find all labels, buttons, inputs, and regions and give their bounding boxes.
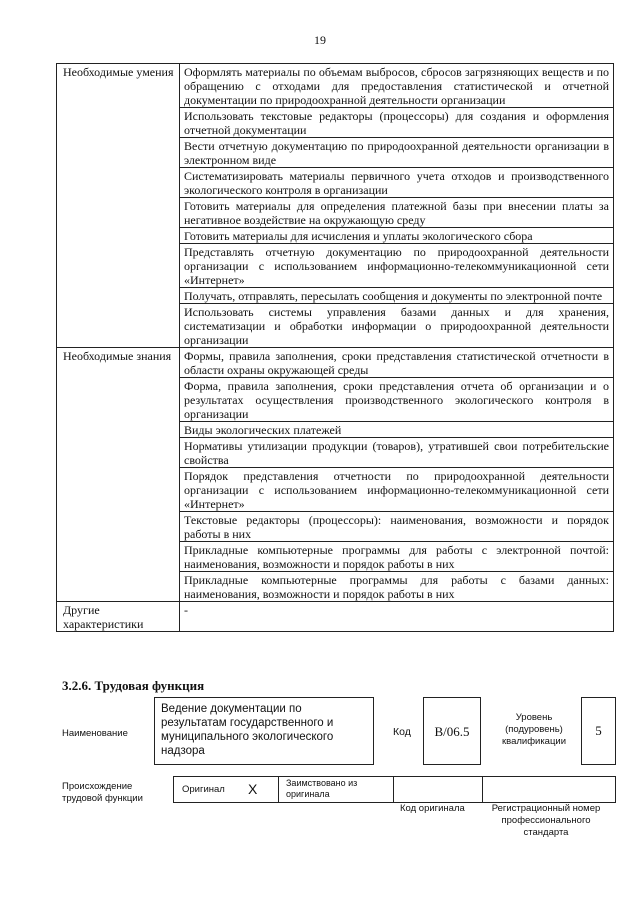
section-label: Необходимые знания (57, 348, 180, 602)
table-row (57, 602, 614, 632)
original-label: Оригинал (182, 784, 225, 795)
borrowed-label: Заимствовано из оригинала (286, 778, 358, 799)
original-mark: X (248, 781, 258, 797)
section-label: Другие характеристики (57, 602, 180, 632)
requirement-item: Готовить материалы для определения платежной базы при внесении платы за негативное воздействие на окружающую среду (180, 198, 614, 228)
requirement-item: Виды экологических платежей (180, 422, 614, 438)
divider (278, 777, 279, 802)
requirement-item: Получать, отправлять, пересылать сообщения и документы по электронной почте (180, 288, 614, 304)
level-value-box (581, 697, 616, 765)
origin-label: Происхождение трудовой функции (62, 781, 143, 804)
name-label: Наименование (62, 728, 128, 739)
table-row (57, 64, 614, 108)
section-label: Необходимые умения (57, 64, 180, 348)
reg-number-caption: Регистрационный номер профессионального стандарта (491, 803, 601, 838)
requirement-item: Форма, правила заполнения, сроки представления отчета об организации и о результатах осуществления производственного экологического контроля в организации (180, 378, 614, 422)
code-label: Код (393, 726, 411, 738)
requirement-item: Текстовые редакторы (процессоры): наименования, возможности и порядок работы в них (180, 512, 614, 542)
code-original-caption: Код оригинала (400, 803, 465, 814)
level-value: 5 (595, 723, 602, 738)
divider (482, 777, 483, 802)
requirement-item: - (180, 602, 614, 632)
requirement-item: Готовить материалы для исчисления и уплаты экологического сбора (180, 228, 614, 244)
name-value: Ведение документации по результатам государственного и муниципального экологического надзора (161, 703, 334, 757)
requirement-item: Нормативы утилизации продукции (товаров), утратившей свои потребительские свойства (180, 438, 614, 468)
code-value-box (423, 697, 481, 765)
requirement-item: Прикладные компьютерные программы для работы с базами данных: наименования, возможности и порядок работы в них (180, 572, 614, 602)
requirement-item: Прикладные компьютерные программы для работы с электронной почтой: наименования, возможности и порядок работы в них (180, 542, 614, 572)
divider (393, 777, 394, 802)
requirement-item: Систематизировать материалы первичного учета отходов и производственного экологического контроля в организации (180, 168, 614, 198)
requirement-item: Использовать текстовые редакторы (процессоры) для создания и оформления отчетной документации (180, 108, 614, 138)
requirement-item: Представлять отчетную документацию по природоохранной деятельности организации с использованием информационно-телекоммуникационной сети «Интернет» (180, 244, 614, 288)
requirements-table (56, 63, 614, 632)
requirement-item: Порядок представления отчетности по природоохранной деятельности организации с использованием информационно-телекоммуникационной сети «Интернет» (180, 468, 614, 512)
requirement-item: Формы, правила заполнения, сроки представления статистической отчетности в области охраны окружающей среды (180, 348, 614, 378)
table-row (57, 348, 614, 378)
requirement-item: Вести отчетную документацию по природоохранной деятельности организации в электронном виде (180, 138, 614, 168)
section-title: 3.2.6. Трудовая функция (62, 678, 205, 693)
level-label: Уровень (подуровень) квалификации (501, 712, 567, 747)
requirement-item: Оформлять материалы по объемам выбросов, сбросов загрязняющих веществ и по обращению с отходами для предоставления статистической и отчетной документации по природоохранной деятельности организации (180, 64, 614, 108)
origin-row (173, 776, 616, 803)
requirement-item: Использовать системы управления базами данных и для хранения, систематизации и обработки информации о природоохранной деятельности организации (180, 304, 614, 348)
name-value-box (154, 697, 374, 765)
code-value: B/06.5 (434, 724, 470, 739)
page-number: 19 (314, 33, 326, 47)
